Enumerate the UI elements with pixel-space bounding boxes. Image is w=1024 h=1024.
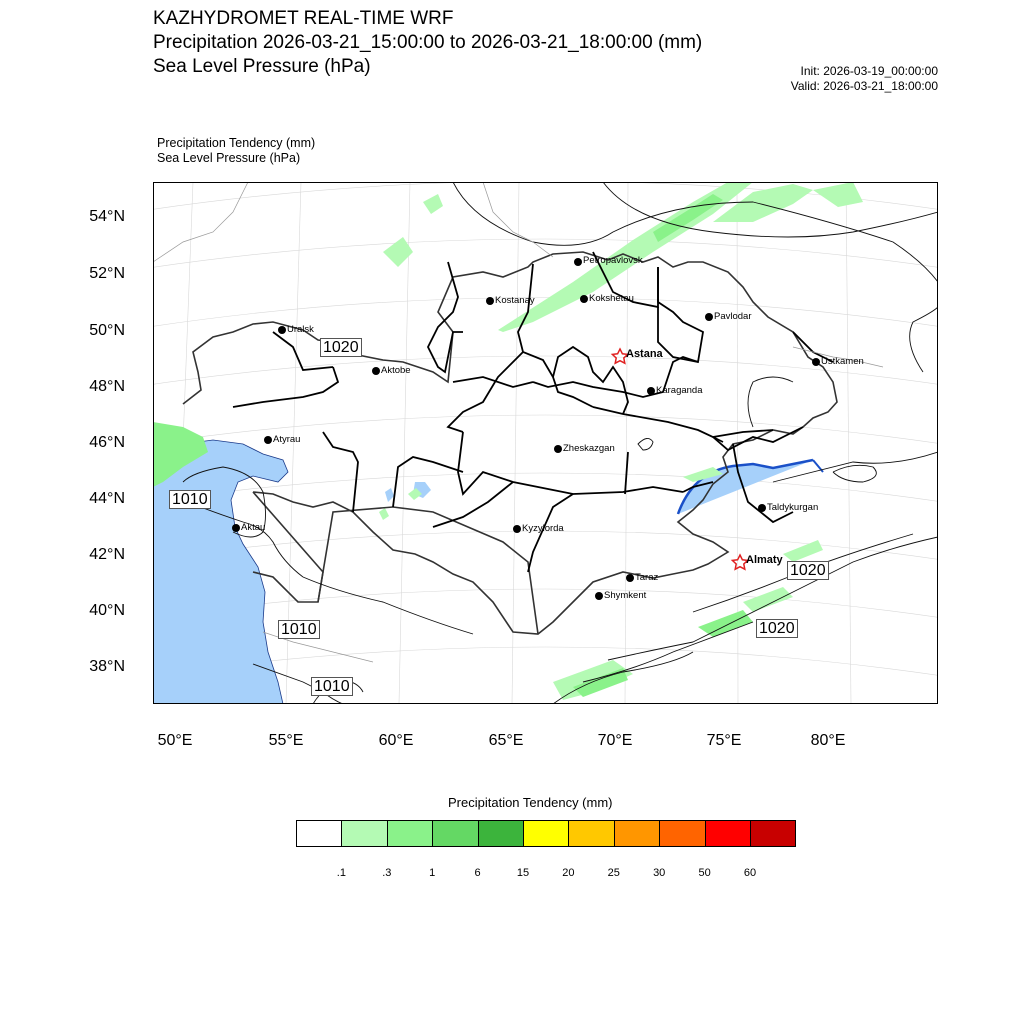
isobar-label: 1010 xyxy=(278,620,320,639)
city-marker xyxy=(232,524,240,532)
colorbar-swatch xyxy=(432,820,478,847)
city-label-uralsk: Uralsk xyxy=(287,324,314,335)
city-label-almaty: Almaty xyxy=(746,554,783,566)
colorbar-tick-label: 20 xyxy=(562,867,575,879)
city-label-astana: Astana xyxy=(626,348,663,360)
lon-label: 70°E xyxy=(597,732,633,749)
colorbar-swatch xyxy=(523,820,569,847)
colorbar-tick-label: .3 xyxy=(382,867,392,879)
city-marker xyxy=(574,258,582,266)
isobar-label: 1020 xyxy=(320,338,362,357)
city-label-taldykurgan: Taldykurgan xyxy=(767,502,819,513)
colorbar-swatch xyxy=(341,820,387,847)
lon-label: 65°E xyxy=(488,732,524,749)
lat-label: 50°N xyxy=(89,322,125,339)
lon-label: 60°E xyxy=(378,732,414,749)
init-time: Init: 2026-03-19_00:00:00 xyxy=(800,64,938,78)
city-marker xyxy=(812,358,820,366)
colorbar-swatch xyxy=(568,820,614,847)
colorbar-tick-label: 60 xyxy=(743,867,757,879)
colorbar-tick-label: 30 xyxy=(653,867,666,879)
lat-label: 48°N xyxy=(89,378,125,395)
city-marker xyxy=(264,436,272,444)
city-label-atyrau: Atyrau xyxy=(273,434,301,445)
city-marker xyxy=(758,504,766,512)
subtitle-line-2: Sea Level Pressure (hPa) xyxy=(157,151,301,165)
lat-label: 52°N xyxy=(89,265,125,282)
lon-label: 50°E xyxy=(157,732,193,749)
city-label-karaganda: Karaganda xyxy=(656,385,703,396)
city-label-shymkent: Shymkent xyxy=(604,590,647,601)
lat-label: 44°N xyxy=(89,490,125,507)
colorbar-swatch xyxy=(659,820,705,847)
isobar-label: 1020 xyxy=(787,561,829,580)
city-label-zheskazgan: Zheskazgan xyxy=(563,443,615,454)
valid-time: Valid: 2026-03-21_18:00:00 xyxy=(790,79,938,93)
city-label-pavlodar: Pavlodar xyxy=(714,311,752,322)
lat-label: 38°N xyxy=(89,658,125,675)
title-line-3: Sea Level Pressure (hPa) xyxy=(153,56,371,77)
lat-label: 46°N xyxy=(89,434,125,451)
isobar-label: 1010 xyxy=(311,677,353,696)
title-line-2: Precipitation 2026-03-21_15:00:00 to 2026-03-21_18:00:00 (mm) xyxy=(153,32,703,53)
colorbar-tick-label: 50 xyxy=(698,867,711,879)
city-label-aktobe: Aktobe xyxy=(381,365,411,376)
city-marker xyxy=(705,313,713,321)
colorbar-tick-label: .1 xyxy=(336,867,346,879)
city-marker xyxy=(647,387,655,395)
city-label-petropavlovsk: Petropavlovsk xyxy=(583,255,643,266)
colorbar-tick-label: 1 xyxy=(429,867,436,879)
city-marker xyxy=(554,445,562,453)
colorbar-swatch xyxy=(478,820,524,847)
city-label-taraz: Taraz xyxy=(635,572,659,583)
colorbar-tick-label: 15 xyxy=(516,867,530,879)
city-label-kyzylorda: Kyzylorda xyxy=(522,523,564,534)
city-label-kokshetau: Kokshetau xyxy=(589,293,634,304)
city-marker xyxy=(278,326,286,334)
colorbar-swatch xyxy=(614,820,660,847)
city-marker xyxy=(486,297,494,305)
subtitle-line-1: Precipitation Tendency (mm) xyxy=(157,136,316,150)
city-marker xyxy=(372,367,380,375)
city-label-kostanay: Kostanay xyxy=(495,295,535,306)
lon-label: 80°E xyxy=(810,732,846,749)
colorbar-tick-label: 25 xyxy=(607,867,620,879)
lat-label: 42°N xyxy=(89,546,125,563)
colorbar-tick-label: 6 xyxy=(474,867,481,879)
lon-label: 75°E xyxy=(706,732,742,749)
isobar-label: 1020 xyxy=(756,619,798,638)
colorbar-swatch xyxy=(750,820,796,847)
city-marker xyxy=(595,592,603,600)
city-label-ustkamen: Ustkamen xyxy=(821,356,864,367)
legend-title: Precipitation Tendency (mm) xyxy=(448,795,613,810)
colorbar-swatch xyxy=(387,820,433,847)
colorbar-swatch xyxy=(705,820,751,847)
lat-label: 40°N xyxy=(89,602,125,619)
lon-label: 55°E xyxy=(268,732,304,749)
city-label-aktau: Aktau xyxy=(241,522,266,533)
lat-label: 54°N xyxy=(89,208,125,225)
isobar-label: 1010 xyxy=(169,490,211,509)
city-marker xyxy=(626,574,634,582)
city-marker xyxy=(580,295,588,303)
title-line-1: KAZHYDROMET REAL-TIME WRF xyxy=(153,8,454,29)
colorbar-swatch xyxy=(296,820,342,847)
city-marker xyxy=(513,525,521,533)
